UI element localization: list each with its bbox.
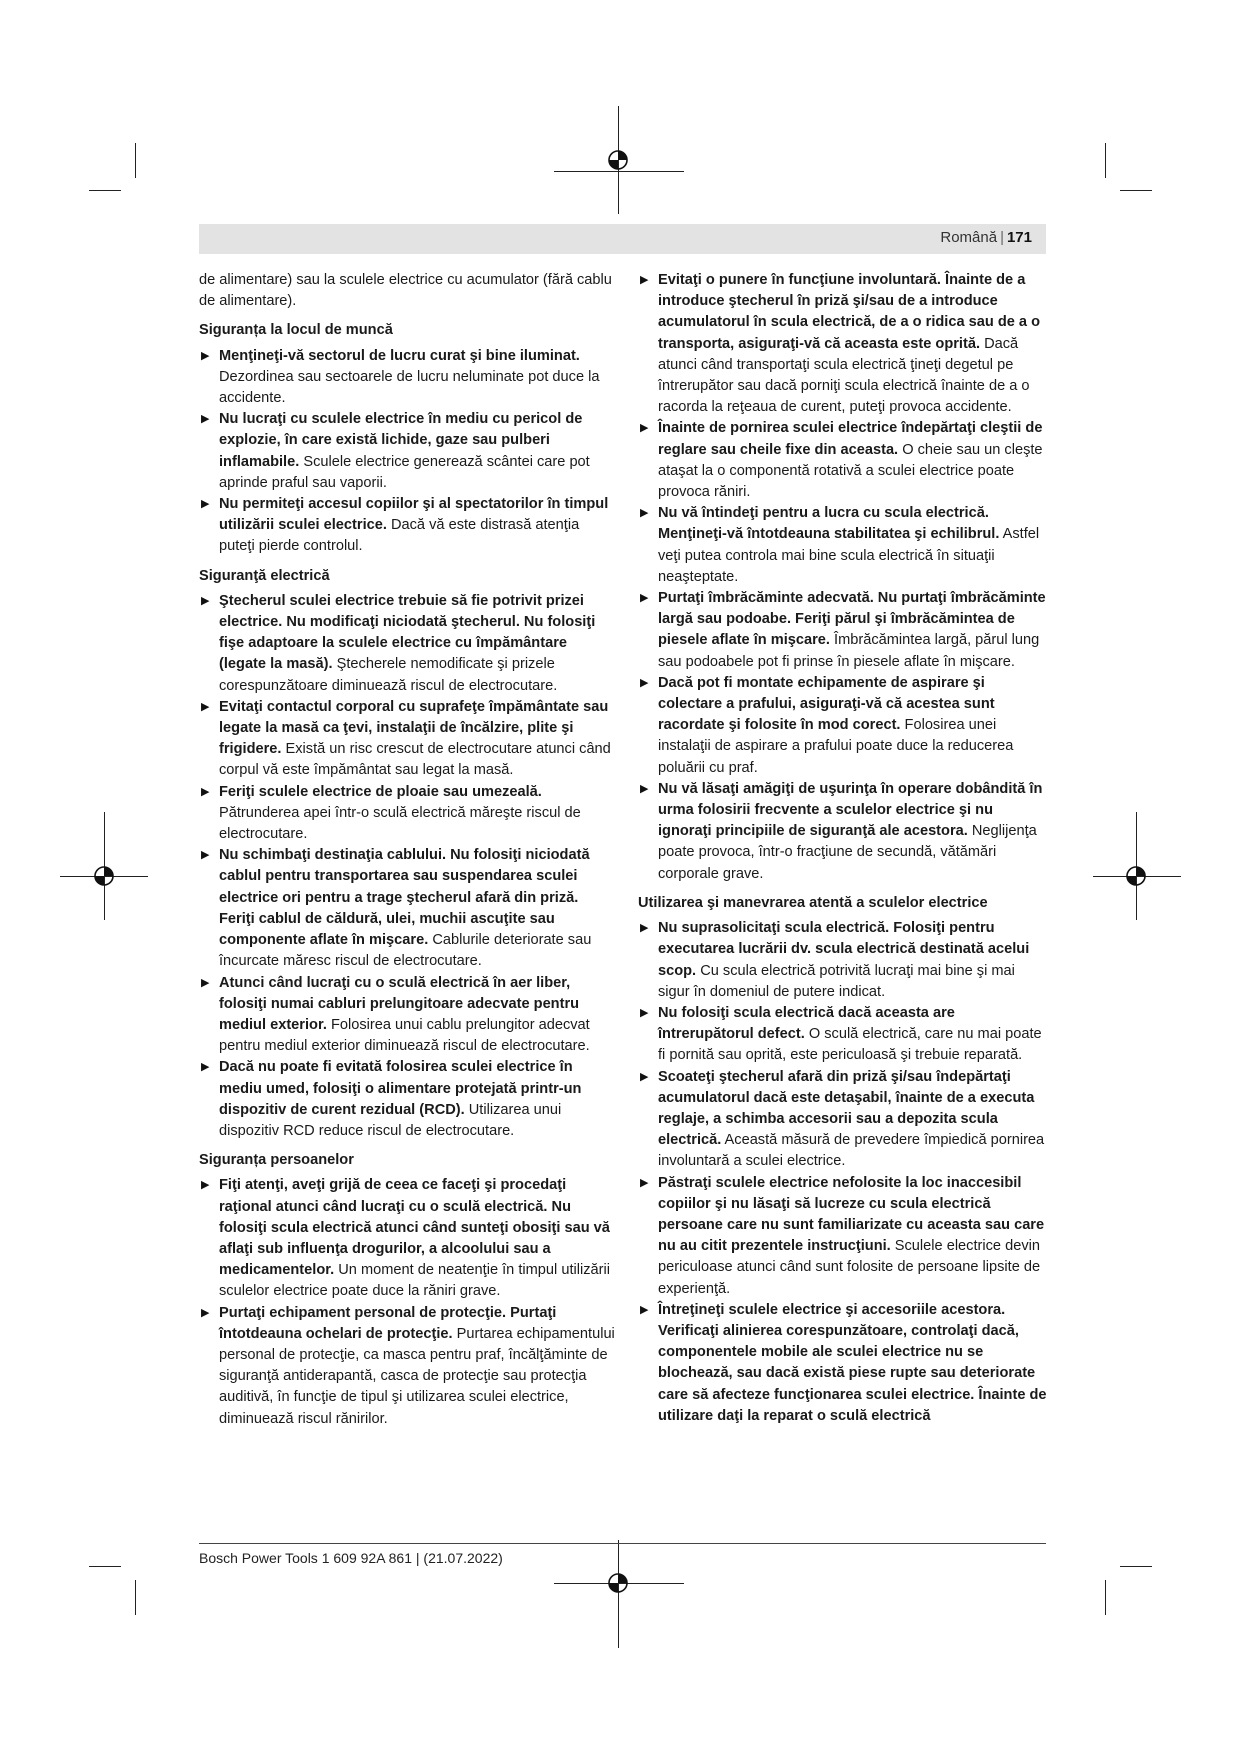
page-header-text [940, 229, 1032, 246]
instruction-bold: Nu vă întindeţi pentru a lucra cu scula electrică. Menţineţi-vă întotdeauna stabilitatea şi echilibrul. [658, 505, 1000, 543]
page-header [199, 224, 1046, 254]
bullet-arrow-icon: ▶ [201, 849, 210, 862]
bullet-arrow-icon: ▶ [640, 274, 649, 286]
instruction-text: O cheie sau un cleşte ataşat la o componentă rotativă a sculei electrice poate provoca răniri. [658, 441, 1043, 501]
bullet-arrow-icon: ▶ [201, 1061, 210, 1074]
safety-instruction [638, 270, 1050, 418]
instruction-bold: Scoateţi ştecherul afară din priză şi/sau îndepărtaţi acumulatorul dacă este detaşabil, înainte de a executa reglaje, a schimba accesorii sau a depozita scula electrică. [658, 1068, 1035, 1149]
footer-rule [199, 1543, 1046, 1544]
instruction-bold: Atunci când lucraţi cu o sculă electrică în aer liber, folosiţi numai cabluri prelungitoare adecvate pentru mediul exterior. [219, 974, 580, 1033]
safety-instruction [638, 1173, 1050, 1300]
safety-instruction [638, 918, 1050, 1003]
instruction-bold: Nu schimbaţi destinaţia cablului. Nu folosiţi niciodată cablul pentru transportarea sau suspendarea sculei electrice ori pentru a trage ştecherul afară din priză. Feriţi cablul de căldură, ulei, muchii ascuţite sau componente aflate în mişcare. [219, 847, 590, 949]
safety-instruction [638, 673, 1050, 779]
crop-mark [135, 1580, 136, 1615]
instruction-bold: Evitaţi contactul corporal cu suprafeţe împământate sau legate la masă ca ţevi, instalaţii de încălzire, plite şi frigidere. [219, 698, 609, 758]
instruction-text: Purtarea echipamentului personal de protecţie, ca masca pentru praf, încălţămintе de siguranţă antiderapantă, casca de protecţie sau protecţia auditivă, în funcţie de tipul şi utilizarea sculei electrice, diminuează riscul rănirilor. [219, 1325, 615, 1427]
safety-instruction [638, 588, 1050, 673]
instruction-bold: Dacă nu poate fi evitată folosirea sculei electrice în mediu umed, folosiţi o alimentare protejată printr-un dispozitiv de curent rezidual (RCD). [219, 1059, 582, 1118]
instruction-bold: Fiţi atenţi, aveţi grijă de ceea ce faceţi şi procedaţi raţional atunci când lucraţi cu o sculă electrică. Nu folosiţi scula electrică atunci când sunteţi obosiţi sau vă aflaţi sub influenţa drogurilor, a alcoolului sau a medicamentelor. [219, 1177, 610, 1279]
instruction-bold: Purtaţi echipament personal de protecţie. Purtaţi întotdeauna ochelari de protecţie. [219, 1304, 557, 1342]
left-column [199, 270, 615, 1430]
instruction-text: Există un risc crescut de electrocutare atunci când corpul vă este împământat sau legat la masă. [219, 741, 611, 779]
safety-instruction [199, 409, 615, 494]
crop-mark [135, 143, 136, 178]
registration-mark-icon [607, 149, 629, 171]
page-number: 171 [1006, 229, 1032, 246]
crop-mark [1120, 190, 1152, 191]
crop-mark [89, 190, 121, 191]
registration-line [554, 171, 684, 172]
bullet-arrow-icon: ▶ [640, 782, 649, 795]
registration-line [618, 1540, 619, 1648]
instruction-text: Cablurile deteriorate sau încurcate măresc riscul de electrocutare. [219, 932, 592, 970]
instruction-text: Dezordinea sau sectoarele de lucru neluminate pot duce la accidente. [219, 368, 600, 407]
instruction-bold: Nu suprasolicitaţi scula electrică. Folosiţi pentru executarea lucrării dv. scula electrică destinată acelui scop. [658, 920, 1030, 979]
safety-instruction [638, 418, 1050, 503]
section-heading: Siguranța persoanelor [199, 1152, 354, 1169]
registration-mark-icon [93, 865, 115, 887]
section-heading: Utilizarea şi manevrarea atentă a sculelor electrice [638, 894, 988, 911]
bullet-arrow-icon: ▶ [201, 498, 210, 511]
bullet-arrow-icon: ▶ [640, 592, 649, 605]
safety-instruction [199, 782, 615, 846]
instruction-bold: Nu vă lăsaţi amăgiţi de uşurinţa în operare dobândită în urma folosirii frecvente a sculelor electrice şi nu ignoraţi principiile de siguranţă ale acestora. [658, 780, 1043, 840]
bullet-arrow-icon: ▶ [640, 1006, 649, 1019]
bullet-arrow-icon: ▶ [201, 1306, 210, 1319]
safety-instruction [199, 591, 615, 697]
safety-instruction [199, 346, 615, 410]
instruction-text: O sculă electrică, care nu mai poate fi pornită sau oprită, este periculoasă şi trebuie reparată. [658, 1026, 1042, 1064]
instruction-bold: Dacă pot fi montate echipamente de aspirare şi colectare a prafului, asiguraţi-vă că acestea sunt racordate şi folosite în mod corect. [658, 674, 995, 734]
registration-mark-icon [1125, 865, 1147, 887]
crop-mark [1105, 1580, 1106, 1615]
safety-instruction [199, 1175, 615, 1302]
bullet-arrow-icon: ▶ [201, 785, 210, 798]
safety-instruction [638, 1300, 1050, 1427]
bullet-arrow-icon: ▶ [640, 1176, 649, 1189]
instruction-bold: Înainte de pornirea sculei electrice îndepărtaţi cleştii de reglare sau cheile fixe din aceasta. [658, 420, 1043, 458]
instruction-bold: Nu lucraţi cu sculele electrice în mediu cu pericol de explozie, în care există lichide, gaze sau pulberi inflamabile. [219, 411, 583, 470]
instruction-bold: Menţineţi-vă sectorul de lucru curat şi bine iluminat. [219, 347, 580, 364]
bullet-arrow-icon: ▶ [640, 1070, 649, 1083]
instruction-text: Sculele electrice generează scântei care pot aprinde praful sau vaporii. [219, 453, 590, 491]
section-heading: Siguranţă electrică [199, 567, 330, 584]
footer-text: Bosch Power Tools 1 609 92A 861 | (21.07.2022) [199, 1550, 503, 1566]
instruction-bold: Păstraţi sculele electrice nefolosite la loc inaccesibil copiilor şi nu lăsaţi să lucreze cu scula electrică persoane care nu sunt familiarizate cu aceasta sau care nu au citit prezentele instrucţiuni. [658, 1174, 1045, 1255]
bullet-arrow-icon: ▶ [201, 1179, 210, 1192]
safety-instruction [638, 1067, 1050, 1173]
instruction-bold: Întreţineţi sculele electrice şi accesoriile acestora. Verificaţi alinierea corespunzătoare, controlaţi dacă, componentele mobile ale sculei electrice nu se blochează, sau dacă există piese rupte sau deteriorate care să afecteze funcţionarea sculei electrice. Înainte de utilizare daţi la reparat o sculă electrică [658, 1301, 1047, 1424]
instruction-bold: Ştecherul sculei electrice trebuie să fie potrivit prizei electrice. Nu modificaţi niciodată ştecherul. Nu folosiţi fişe adaptoare la sculele electrice cu împământare (legate la masă). [219, 592, 596, 673]
crop-mark [1105, 143, 1106, 178]
bullet-arrow-icon: ▶ [640, 676, 649, 689]
safety-instruction [638, 1003, 1050, 1067]
safety-instruction [199, 1057, 615, 1142]
bullet-arrow-icon: ▶ [201, 349, 210, 362]
safety-instruction [638, 779, 1050, 885]
header-separator: | [1000, 229, 1004, 246]
crop-mark [89, 1566, 121, 1567]
crop-mark [1120, 1566, 1152, 1567]
instruction-text: Dacă vă este distrasă atenţia puteţi pierde controlul. [219, 517, 580, 555]
instruction-text: Folosirea unui cablu prelungitor adecvat pentru mediul exterior diminuează riscul de electrocutare. [219, 1016, 590, 1055]
bullet-arrow-icon: ▶ [201, 413, 210, 426]
bullet-arrow-icon: ▶ [201, 700, 210, 713]
instruction-bold: Nu permiteţi accesul copiilor şi al spectatorilor în timpul utilizării sculei electrice. [219, 496, 609, 534]
instruction-text: Cu scula electrică potrivită lucraţi mai bine şi mai sigur în domeniul de putere indicat. [658, 962, 1015, 1000]
instruction-text: Ştecherele nemodificate şi prizele corespunzătoare diminuează riscul de electrocutare. [219, 656, 558, 694]
instruction-text: Astfel veţi putea controla mai bine scula electrică în situaţii neaşteptate. [658, 526, 1040, 585]
bullet-arrow-icon: ▶ [640, 422, 649, 435]
safety-instruction [199, 845, 615, 972]
instruction-text: Neglijenţa poate provoca, într-o fracţiune de secundă, vătămări corporale grave. [658, 823, 1037, 882]
bullet-arrow-icon: ▶ [201, 594, 210, 607]
instruction-text: Utilizarea unui dispozitiv RCD reduce riscul de electrocutare. [219, 1101, 562, 1139]
safety-instruction [199, 973, 615, 1058]
instruction-bold: Evitaţi o punere în funcţiune involuntară. Înainte de a introduce ştecherul în priză şi/sau de a introduce acumulatorul în scula electrică, de a o ridica sau de a o transporta, asiguraţi-vă că aceasta este oprită. [658, 272, 1041, 352]
instruction-text: Îmbrăcămintea largă, părul lung sau podoabele pot fi prinse în piesele aflate în mişcare. [658, 632, 1040, 670]
registration-mark-icon [607, 1572, 629, 1594]
instruction-text: Sculele electrice devin periculoase atunci când sunt folosite de persoane lipsite de experienţă. [658, 1238, 1041, 1297]
instruction-text: Pătrunderea apei într-o sculă electrică măreşte riscul de electrocutare. [219, 804, 581, 843]
bullet-arrow-icon: ▶ [640, 1303, 649, 1316]
bullet-arrow-icon: ▶ [640, 922, 649, 935]
instruction-text: Folosirea unei instalaţii de aspirare a prafului poate duce la reducerea poluării cu praf. [658, 717, 1014, 776]
intro-paragraph: de alimentare) sau la sculele electrice cu acumulator (fără cablu de alimentare). [199, 272, 612, 310]
instruction-bold: Nu folosiţi scula electrică dacă aceasta are întrerupătorul defect. [658, 1004, 955, 1043]
right-column [638, 270, 1050, 1427]
header-language: Română [940, 229, 998, 246]
instruction-text: Dacă atunci când transportaţi scula electrică ţineţi degetul pe întrerupător sau dacă porniţi scula electrică înainte de a o racorda la reţeaua de curent, puteţi provoca accidente. [658, 335, 1030, 416]
instruction-text: Un moment de neatenţie în timpul utilizării sculelor electrice poate duce la răniri grave. [219, 1262, 610, 1300]
section-heading: Siguranța la locul de muncă [199, 322, 393, 339]
safety-instruction [199, 697, 615, 782]
safety-instruction [638, 503, 1050, 588]
instruction-bold: Purtaţi îmbrăcăminte adecvată. Nu purtaţi îmbrăcăminte largă sau podoabe. Feriţi părul şi îmbrăcămintea de piesele aflate în mişcare. [658, 590, 1046, 649]
safety-instruction [199, 1303, 615, 1430]
bullet-arrow-icon: ▶ [640, 507, 649, 520]
instruction-bold: Feriţi sculele electrice de ploaie sau umezeală. [219, 783, 542, 800]
bullet-arrow-icon: ▶ [201, 976, 210, 989]
safety-instruction [199, 494, 615, 558]
instruction-text: Această măsură de prevedere împiedică pornirea involuntară a sculei electrice. [658, 1132, 1045, 1170]
